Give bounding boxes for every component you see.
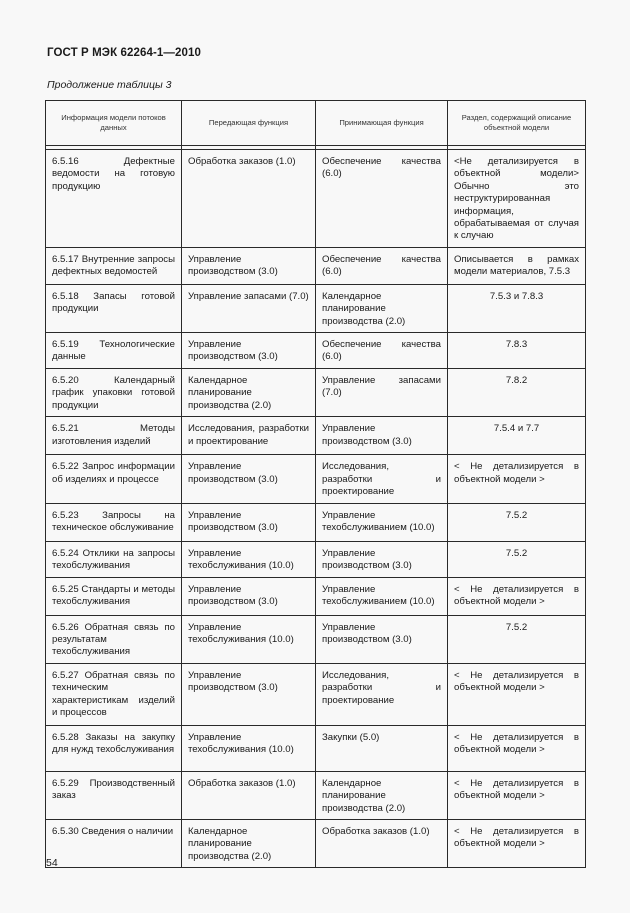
cell-section: < Не детализируется в объектной модели >	[448, 455, 586, 503]
cell-section: < Не детализируется в объектной модели >	[448, 577, 586, 615]
cell-receiver: Управление техобслуживанием (10.0)	[316, 503, 448, 541]
cell-section: 7.8.2	[448, 369, 586, 417]
cell-section: < Не детализируется в объектной модели >	[448, 725, 586, 771]
table-row	[46, 284, 586, 332]
cell-sender: Обработка заказов (1.0)	[182, 771, 316, 819]
cell-receiver: Обеспечение качества (6.0)	[316, 247, 448, 284]
cell-info: 6.5.20 Календарный график упаковки готовой продукции	[46, 369, 182, 417]
table-caption: Продолжение таблицы 3	[47, 79, 172, 91]
cell-info: 6.5.22 Запрос информации об изделиях и процессе	[46, 455, 182, 503]
cell-sender: Календарное планирование производства (2.0)	[182, 369, 316, 417]
cell-receiver: Обеспечение качества (6.0)	[316, 150, 448, 248]
table-row	[46, 615, 586, 663]
cell-sender: Управление производством (3.0)	[182, 577, 316, 615]
cell-sender: Управление техобслуживания (10.0)	[182, 615, 316, 663]
table-row	[46, 771, 586, 819]
cell-sender: Управление производством (3.0)	[182, 663, 316, 725]
table-row	[46, 247, 586, 284]
cell-section: Описывается в рамках модели материалов, 7.5.3	[448, 247, 586, 284]
cell-sender: Исследования, разработки и проектирование	[182, 417, 316, 455]
table-row	[46, 541, 586, 577]
table-row	[46, 455, 586, 503]
cell-sender: Управление производством (3.0)	[182, 455, 316, 503]
table-row	[46, 663, 586, 725]
table-row	[46, 369, 586, 417]
header-info-model: Информация модели потоков данных	[46, 101, 182, 146]
cell-section: 7.5.2	[448, 541, 586, 577]
header-sending-function: Передающая функция	[182, 101, 316, 146]
cell-sender: Управление техобслуживания (10.0)	[182, 725, 316, 771]
header-receiving-function: Принимающая функция	[316, 101, 448, 146]
cell-info: 6.5.30 Сведения о наличии	[46, 819, 182, 867]
cell-sender: Управление производством (3.0)	[182, 503, 316, 541]
cell-section: 7.5.2	[448, 503, 586, 541]
cell-section: <Не детализируется в объектной модели> Обычно это неструктурированная информация, обрабатываемая от случая к случаю	[448, 150, 586, 248]
page-number: 54	[46, 857, 58, 869]
cell-section: < Не детализируется в объектной модели >	[448, 819, 586, 867]
cell-receiver: Управление производством (3.0)	[316, 541, 448, 577]
table-header-row	[46, 101, 586, 146]
cell-section: 7.8.3	[448, 333, 586, 369]
cell-info: 6.5.23 Запросы на техническое обслуживание	[46, 503, 182, 541]
cell-sender: Управление производством (3.0)	[182, 247, 316, 284]
cell-section: 7.5.4 и 7.7	[448, 417, 586, 455]
header-object-model-section: Раздел, содержащий описание объектной модели	[448, 101, 586, 146]
table-row	[46, 417, 586, 455]
cell-receiver: Управление техобслуживанием (10.0)	[316, 577, 448, 615]
cell-info: 6.5.29 Производственный заказ	[46, 771, 182, 819]
cell-info: 6.5.19 Технологические данные	[46, 333, 182, 369]
table-row	[46, 333, 586, 369]
table-row	[46, 503, 586, 541]
cell-info: 6.5.27 Обратная связь по техническим характеристикам изделий и процессов	[46, 663, 182, 725]
cell-receiver: Управление производством (3.0)	[316, 615, 448, 663]
cell-receiver: Исследования, разработки и проектирование	[316, 663, 448, 725]
cell-info: 6.5.21 Методы изготовления изделий	[46, 417, 182, 455]
cell-info: 6.5.24 Отклики на запросы техобслуживания	[46, 541, 182, 577]
cell-receiver: Календарное планирование производства (2.0)	[316, 284, 448, 332]
cell-sender: Управление производством (3.0)	[182, 333, 316, 369]
cell-info: 6.5.18 Запасы готовой продукции	[46, 284, 182, 332]
cell-receiver: Обеспечение качества (6.0)	[316, 333, 448, 369]
cell-sender: Управление техобслуживания (10.0)	[182, 541, 316, 577]
cell-receiver: Календарное планирование производства (2.0)	[316, 771, 448, 819]
cell-sender: Календарное планирование производства (2.0)	[182, 819, 316, 867]
cell-receiver: Закупки (5.0)	[316, 725, 448, 771]
table-row	[46, 819, 586, 867]
cell-receiver: Управление производством (3.0)	[316, 417, 448, 455]
cell-info: 6.5.16 Дефектные ведомости на готовую продукцию	[46, 150, 182, 248]
cell-sender: Обработка заказов (1.0)	[182, 150, 316, 248]
data-flow-table	[45, 100, 586, 868]
cell-info: 6.5.25 Стандарты и методы техобслуживания	[46, 577, 182, 615]
cell-section: < Не детализируется в объектной модели >	[448, 771, 586, 819]
cell-section: 7.5.2	[448, 615, 586, 663]
cell-section: < Не детализируется в объектной модели >	[448, 663, 586, 725]
cell-sender: Управление запасами (7.0)	[182, 284, 316, 332]
document-title: ГОСТ Р МЭК 62264-1—2010	[47, 47, 201, 59]
cell-receiver: Обработка заказов (1.0)	[316, 819, 448, 867]
cell-info: 6.5.26 Обратная связь по результатам техобслуживания	[46, 615, 182, 663]
table-row	[46, 150, 586, 248]
cell-info: 6.5.28 Заказы на закупку для нужд техобслуживания	[46, 725, 182, 771]
table-row	[46, 577, 586, 615]
cell-info: 6.5.17 Внутренние запросы дефектных ведомостей	[46, 247, 182, 284]
table-row	[46, 725, 586, 771]
cell-section: 7.5.3 и 7.8.3	[448, 284, 586, 332]
cell-receiver: Управление запасами (7.0)	[316, 369, 448, 417]
cell-receiver: Исследования, разработки и проектирование	[316, 455, 448, 503]
